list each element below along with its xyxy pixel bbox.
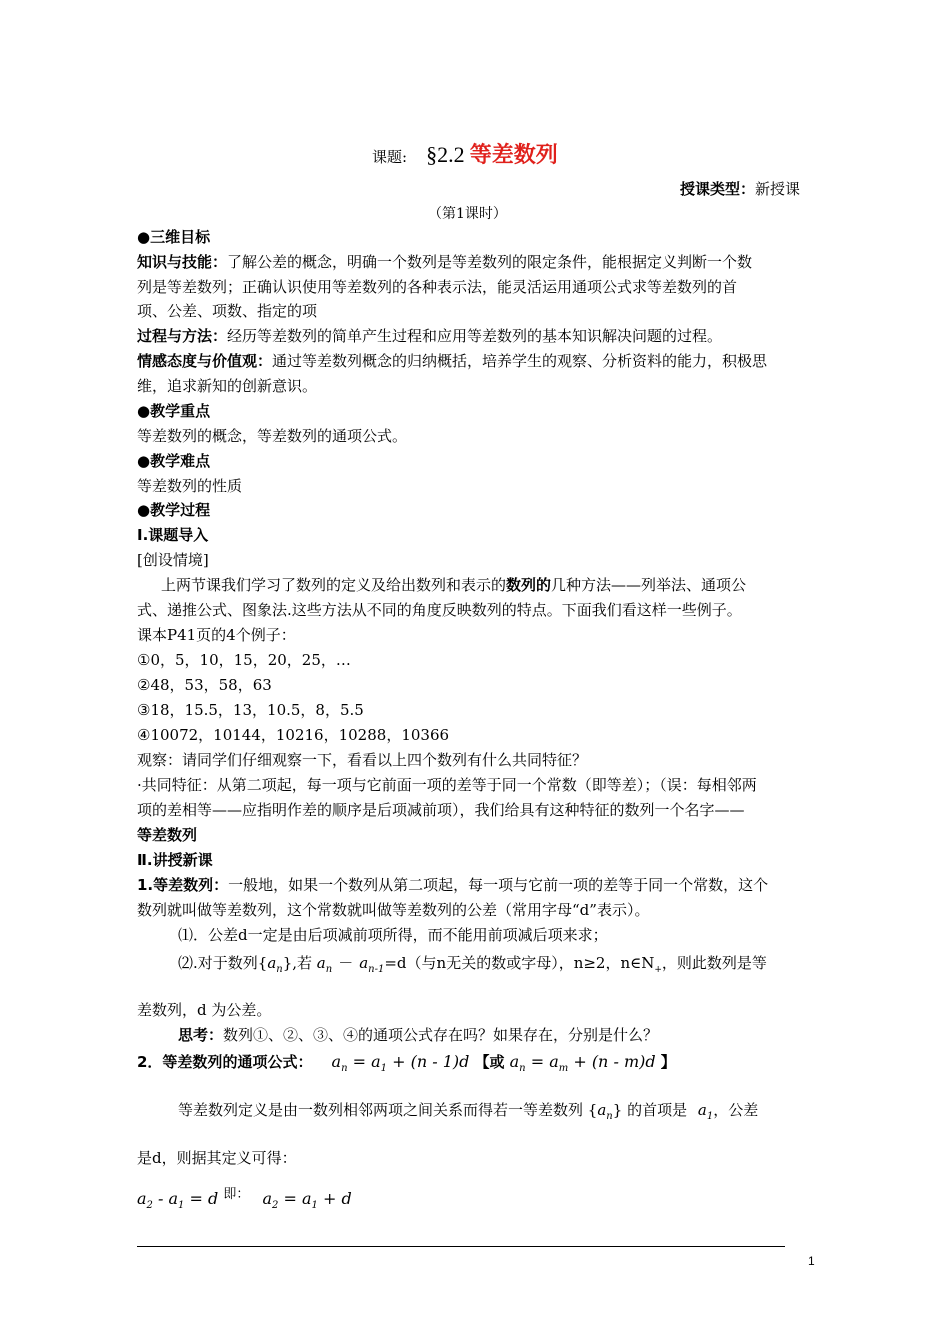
part1-heading: Ⅰ.课题导入	[137, 526, 209, 544]
intro-line-2: 式、递推公式、图象法.这些方法从不同的角度反映数列的特点。下面我们看这样一些例子。	[137, 601, 742, 619]
note-2-text-b: },若	[282, 954, 313, 972]
lesson-type-value: 新授课	[755, 180, 801, 198]
equation-a2-minus-a1: $a_2 - a_1 = d$	[137, 1189, 219, 1211]
key-text: 等差数列的概念，等差数列的通项公式。	[137, 427, 408, 445]
derive-ie: 即：	[223, 1187, 250, 1202]
example-2: ②48，53，58，63	[137, 676, 272, 694]
process-heading: ●教学过程	[137, 501, 211, 519]
title-prefix: 课题:	[372, 148, 408, 166]
derive-text-1a: 等差数列定义是由一数列相邻两项之间关系而得若一等差数列	[178, 1101, 584, 1119]
equation-a2-equals: $a_2 = a_1 + d$	[262, 1189, 352, 1211]
intro-text-1a: 上两节课我们学习了数列的定义及给出数列和表示的	[161, 576, 507, 594]
example-1: ①0，5，10，15，20，25，…	[137, 651, 351, 669]
process-line	[137, 326, 817, 346]
difficulty-text: 等差数列的性质	[137, 477, 243, 495]
example-4: ④10072，10144，10216，10288，10366	[137, 726, 450, 744]
derive-line-2: 是d，则据其定义可得：	[137, 1149, 297, 1167]
process-label: 过程与方法：	[137, 327, 228, 345]
note-1: ⑴．公差d一定是由后项减前项所得，而不能用前项减后项来求；	[178, 926, 608, 944]
formula-close: 】	[660, 1053, 676, 1071]
intro-text-1b: 数列的	[506, 576, 552, 594]
math-a-n-1: $a_n$	[267, 954, 283, 975]
knowledge-line-1	[137, 252, 817, 272]
emotion-line-2: 维，追求新知的创新意识。	[137, 377, 318, 395]
difficulty-heading: ●教学难点	[137, 452, 211, 470]
note-2-line-1	[178, 953, 858, 980]
think-line	[178, 1025, 858, 1045]
note-2-text-e: ，则此数列是等	[661, 954, 767, 972]
key-heading: ●教学重点	[137, 402, 211, 420]
math-a-n-minus-1: $a_{n-1}$	[359, 954, 385, 975]
note-2-text-a: ⑵.对于数列{	[178, 954, 268, 972]
intro-line-3: 课本P41页的4个例子：	[137, 626, 296, 644]
title-section-number: §2.2	[426, 142, 465, 167]
intro-text-1c: 几种方法——列举法、通项公	[551, 576, 747, 594]
scenario-heading: [创设情境]	[137, 551, 209, 569]
common-line-2: 项的差相等——应指明作差的顺序是后项减前项），我们给具有这种特征的数列一个名字——	[137, 801, 745, 819]
derive-line-1	[178, 1100, 858, 1127]
goals-heading: ●三维目标	[137, 228, 211, 246]
lesson-title	[372, 138, 558, 169]
definition-line-1	[137, 875, 817, 895]
definition-text-1: 一般地，如果一个数列从第二项起，每一项与它前一项的差等于同一个常数，这个	[228, 876, 769, 894]
formula-alternate: $a_n = a_m + (n - m)d$	[509, 1052, 656, 1074]
note-2-minus: －	[338, 954, 354, 972]
definition-label: 1.等差数列：	[137, 876, 229, 894]
think-label: 思考：	[178, 1026, 224, 1044]
title-main: 等差数列	[469, 143, 558, 168]
lesson-type-label: 授课类型：	[680, 180, 756, 198]
note-2-plus: +	[654, 965, 662, 975]
footer-divider	[137, 1246, 785, 1247]
part2-heading: Ⅱ.讲授新课	[137, 851, 213, 869]
knowledge-label: 知识与技能：	[137, 253, 228, 271]
formula-line	[137, 1052, 817, 1079]
emotion-line-1	[137, 351, 817, 371]
observe-question: 观察：请同学们仔细观察一下，看看以上四个数列有什么共同特征？	[137, 751, 588, 769]
intro-line-1	[161, 575, 841, 595]
derive-text-1b: 的首项是	[627, 1101, 688, 1119]
formula-general: $a_n = a_1 + (n - 1)d$	[331, 1052, 470, 1074]
derive-text-1c: ，公差	[713, 1101, 759, 1119]
note-2-text-d: =d（与n无关的数或字母），n≥2，n∈N	[384, 954, 655, 972]
math-seq-a-n: $\{a_n\}$	[587, 1101, 623, 1122]
page-number: 1	[808, 1254, 815, 1268]
lesson-period: （第1课时）	[428, 206, 507, 222]
process-text: 经历等差数列的简单产生过程和应用等差数列的基本知识解决问题的过程。	[227, 327, 723, 345]
emotion-label: 情感态度与价值观：	[137, 352, 273, 370]
derive-equation	[137, 1185, 817, 1216]
common-line-1: ·共同特征：从第二项起，每一项与它前面一项的差等于同一个常数（即等差）；（误：每相邻两	[137, 776, 757, 794]
math-a-1: $a_1$	[697, 1101, 714, 1122]
knowledge-line-2: 列是等差数列；正确认识使用等差数列的各种表示法，能灵活运用通项公式求等差数列的首	[137, 278, 738, 296]
knowledge-line-3: 项、公差、项数、指定的项	[137, 302, 318, 320]
knowledge-text-1: 了解公差的概念，明确一个数列是等差数列的限定条件，能根据定义判断一个数	[227, 253, 753, 271]
think-text: 数列①、②、③、④的通项公式存在吗？如果存在，分别是什么？	[223, 1026, 659, 1044]
lesson-type	[680, 178, 800, 199]
common-line-3: 等差数列	[137, 826, 198, 844]
formula-or: 【或	[474, 1053, 505, 1071]
math-a-n-2: $a_n$	[312, 954, 333, 975]
emotion-text-1: 通过等差数列概念的归纳概括，培养学生的观察、分析资料的能力，积极思	[272, 352, 768, 370]
note-2-line-2: 差数列，d 为公差。	[137, 1001, 272, 1019]
example-3: ③18，15.5，13，10.5，8，5.5	[137, 701, 364, 719]
definition-line-2: 数列就叫做等差数列，这个常数就叫做等差数列的公差（常用字母“d”表示）。	[137, 901, 650, 919]
formula-label: 2．等差数列的通项公式：	[137, 1053, 313, 1071]
